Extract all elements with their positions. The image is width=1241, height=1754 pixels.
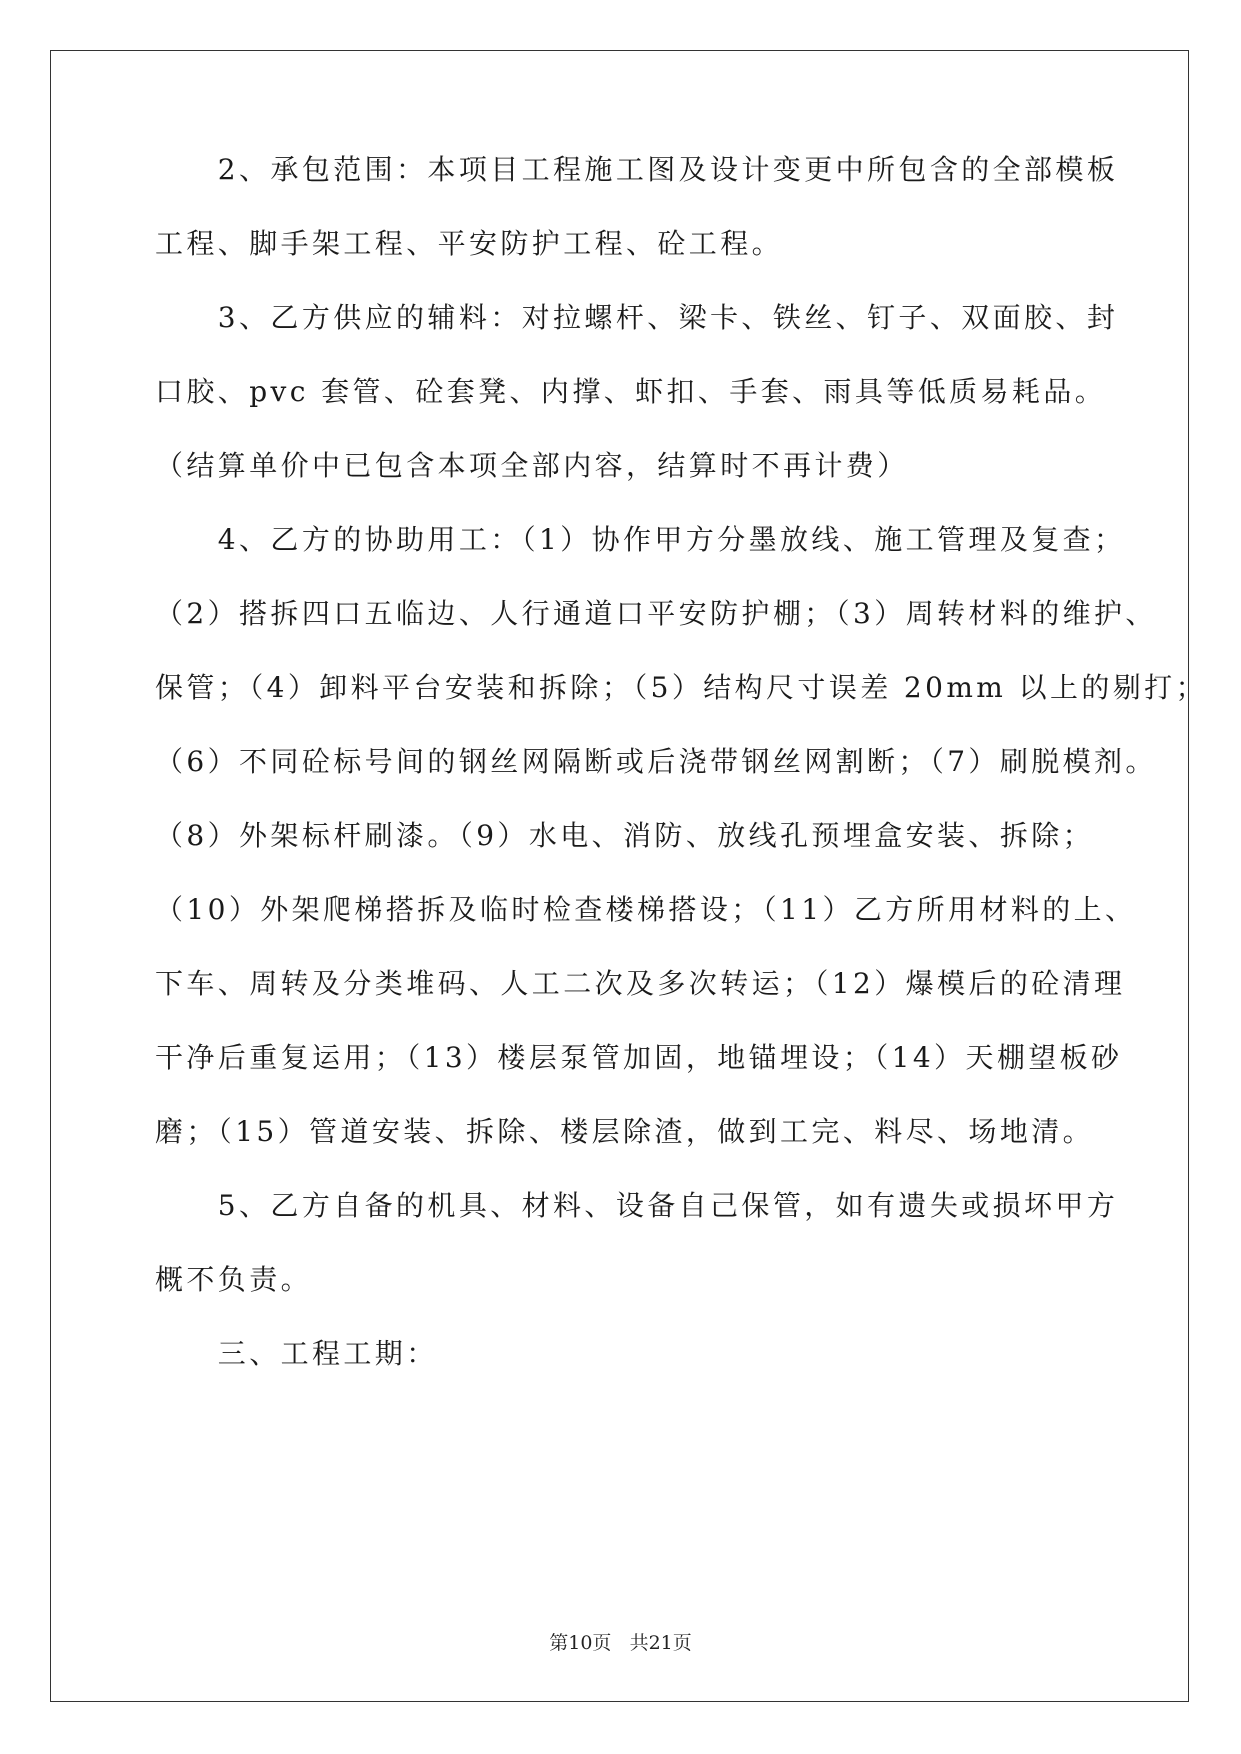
page-number-current: 第10页 [549, 1632, 612, 1654]
text-line: 干净后重复运用；（13）楼层泵管加固，地锚埋设；（14）天棚望板砂 [155, 1041, 1123, 1074]
text-line: 2、承包范围：本项目工程施工图及设计变更中所包含的全部模板 [155, 153, 1119, 186]
text-line: （10）外架爬梯搭拆及临时检查楼梯搭设；（11）乙方所用材料的上、 [155, 893, 1137, 926]
page-footer [0, 1628, 1241, 1655]
text-line: 口胶、pvc 套管、砼套凳、内撑、虾扣、手套、雨具等低质易耗品。 [155, 375, 1107, 408]
text-line: 4、乙方的协助用工：（1）协作甲方分墨放线、施工管理及复查； [155, 523, 1126, 556]
text-line: 工程、脚手架工程、平安防护工程、砼工程。 [155, 227, 784, 260]
text-line: 保管；（4）卸料平台安装和拆除；（5）结构尺寸误差 20mm 以上的剔打； [155, 671, 1207, 704]
text-line: 磨；（15）管道安装、拆除、楼层除渣，做到工完、料尽、场地清。 [155, 1115, 1095, 1148]
text-line: 5、乙方自备的机具、材料、设备自己保管，如有遗失或损坏甲方 [155, 1189, 1119, 1222]
text-line: （结算单价中已包含本项全部内容，结算时不再计费） [155, 449, 909, 482]
text-line: 3、乙方供应的辅料：对拉螺杆、梁卡、铁丝、钉子、双面胶、封 [155, 301, 1119, 334]
text-line: （8）外架标杆刷漆。（9）水电、消防、放线孔预埋盒安装、拆除； [155, 819, 1095, 852]
text-line: （2）搭拆四口五临边、人行通道口平安防护棚；（3）周转材料的维护、 [155, 597, 1157, 630]
text-line: 下车、周转及分类堆码、人工二次及多次转运；（12）爆模后的砼清理 [155, 967, 1126, 1000]
text-line: 三、工程工期： [155, 1337, 438, 1370]
text-line: （6）不同砼标号间的钢丝网隔断或后浇带钢丝网割断；（7）刷脱模剂。 [155, 745, 1157, 778]
page-number-total: 共21页 [629, 1632, 692, 1654]
text-line: 概不负责。 [155, 1263, 313, 1296]
